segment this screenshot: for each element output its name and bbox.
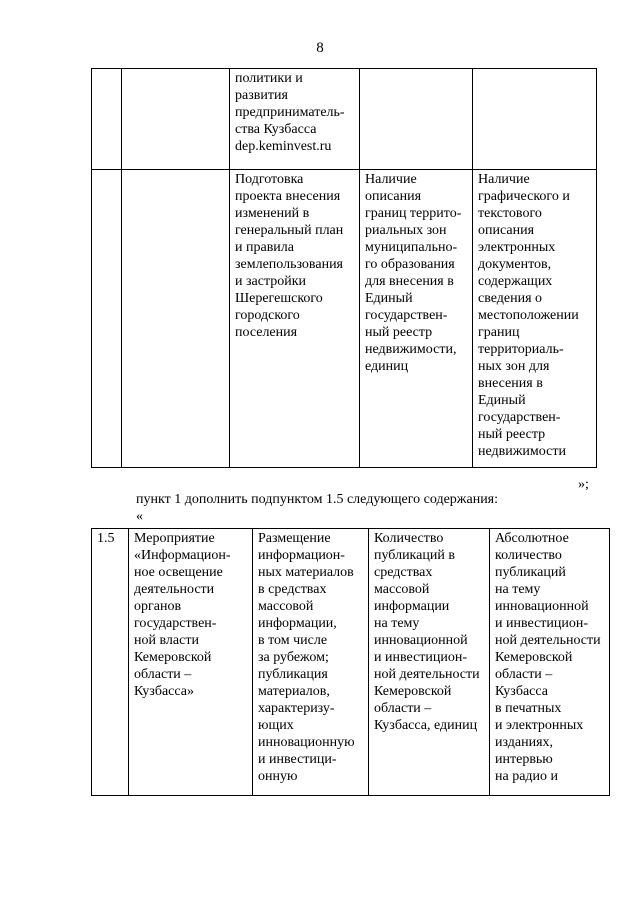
table-cell: Абсолютное количество публикаций на тему инновационной и инвестицион- ной деятельности Кемеровской области – Кузбасса в печатных и электронных изданиях, интервью на радио и [490, 529, 610, 796]
page-number: 8 [316, 40, 324, 56]
table-row [92, 69, 597, 170]
table-cell: Мероприятие «Информацион- ное освещение деятельности органов государствен- ной власти Кемеровской области – Кузбасса» [129, 529, 253, 796]
table-cell: 1.5 [92, 529, 129, 796]
table-row [92, 529, 610, 796]
table-cell: политики и развития предприниматель- ства Кузбасса dep.keminvest.ru [230, 69, 360, 170]
table-cell: Количество публикаций в средствах массовой информации на тему инновационной и инвестицион- ной деятельности Кемеровской области – Кузбасса, единиц [369, 529, 490, 796]
opening-quote: « [136, 509, 143, 524]
table-cell [122, 170, 230, 468]
table-cell [92, 170, 122, 468]
table-cell [360, 69, 473, 170]
instruction-text: пункт 1 дополнить подпунктом 1.5 следующего содержания: [136, 492, 499, 507]
table-cell: Наличие графического и текстового описания электронных документов, содержащих сведения о местоположении границ территориаль- ных зон для внесения в Единый государствен- ный реестр недвижимости [473, 170, 597, 468]
table-row [92, 170, 597, 468]
table-bottom [91, 528, 610, 796]
table-cell: Размещение информацион- ных материалов в средствах массовой информации, в том числе за рубежом; публикация материалов, характеризу- ющих инновационную и инвестици- онную [253, 529, 369, 796]
table-cell: Подготовка проекта внесения изменений в генеральный план и правила землепользования и застройки Шерегешского городского поселения [230, 170, 360, 468]
table-cell [473, 69, 597, 170]
table-cell [122, 69, 230, 170]
table-top [91, 68, 597, 468]
table-cell [92, 69, 122, 170]
closing-quote: »; [578, 477, 589, 492]
table-cell: Наличие описания границ террито- риальных зон муниципально- го образования для внесения в Единый государствен- ный реестр недвижимости, единиц [360, 170, 473, 468]
